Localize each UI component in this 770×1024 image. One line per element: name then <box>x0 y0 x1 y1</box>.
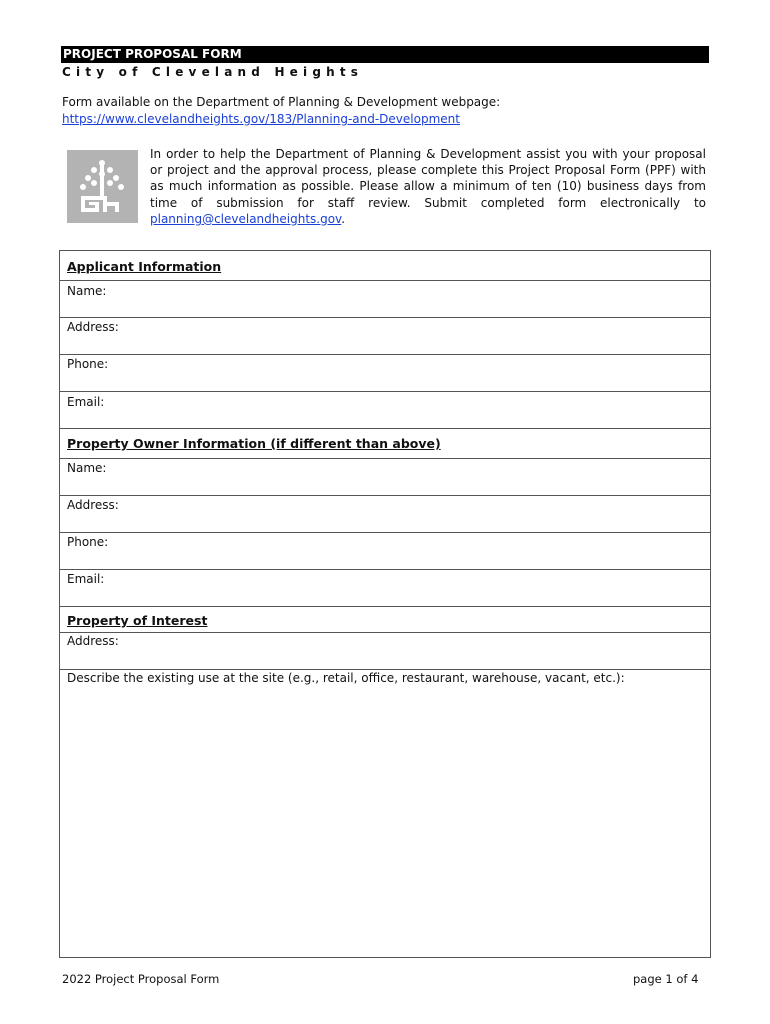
planning-webpage-link[interactable]: https://www.clevelandheights.gov/183/Planning-and-Development <box>62 112 460 126</box>
intro-text: In order to help the Department of Planning & Development assist you with your proposal or project and the approval process, please complete this Project Proposal Form (PPF) with as much information as possible. Please allow a minimum of ten (10) business days from time of submission for staff review. Submit completed form electronically to <box>150 147 706 210</box>
owner-phone-field[interactable] <box>60 533 710 570</box>
property-address-field[interactable] <box>60 633 710 670</box>
applicant-phone-label: Phone: <box>67 357 109 371</box>
applicant-name-label: Name: <box>67 284 107 298</box>
applicant-address-label: Address: <box>67 320 119 334</box>
city-logo-icon <box>67 150 138 223</box>
applicant-email-label: Email: <box>67 395 105 409</box>
owner-address-label: Address: <box>67 498 119 512</box>
owner-email-label: Email: <box>67 572 105 586</box>
city-name: City of Cleveland Heights <box>62 65 364 79</box>
owner-section-row <box>60 429 710 459</box>
planning-email-link[interactable]: planning@clevelandheights.gov <box>150 211 342 226</box>
owner-phone-label: Phone: <box>67 535 109 549</box>
planning-webpage-link-wrap <box>62 111 460 127</box>
applicant-name-field[interactable] <box>60 281 710 318</box>
availability-note: Form available on the Department of Planning & Development webpage: <box>62 95 501 109</box>
form-title: PROJECT PROPOSAL FORM <box>61 46 709 63</box>
applicant-email-field[interactable] <box>60 392 710 429</box>
applicant-phone-field[interactable] <box>60 355 710 392</box>
property-heading: Property of Interest <box>67 613 208 628</box>
intro-end: . <box>341 211 346 226</box>
property-address-label: Address: <box>67 634 119 648</box>
intro-paragraph <box>150 146 706 227</box>
footer-page-number: page 1 of 4 <box>633 972 699 986</box>
property-section-row <box>60 607 710 633</box>
applicant-heading: Applicant Information <box>67 259 222 274</box>
proposal-form-table <box>59 250 711 958</box>
owner-name-label: Name: <box>67 461 107 475</box>
applicant-address-field[interactable] <box>60 318 710 355</box>
applicant-section-row <box>60 251 710 281</box>
footer-form-name: 2022 Project Proposal Form <box>62 972 220 986</box>
owner-heading: Property Owner Information (if different than above) <box>67 436 441 451</box>
existing-use-label: Describe the existing use at the site (e.g., retail, office, restaurant, warehouse, vacant, etc.): <box>67 671 625 685</box>
existing-use-field[interactable] <box>60 670 710 957</box>
owner-email-field[interactable] <box>60 570 710 607</box>
owner-name-field[interactable] <box>60 459 710 496</box>
owner-address-field[interactable] <box>60 496 710 533</box>
